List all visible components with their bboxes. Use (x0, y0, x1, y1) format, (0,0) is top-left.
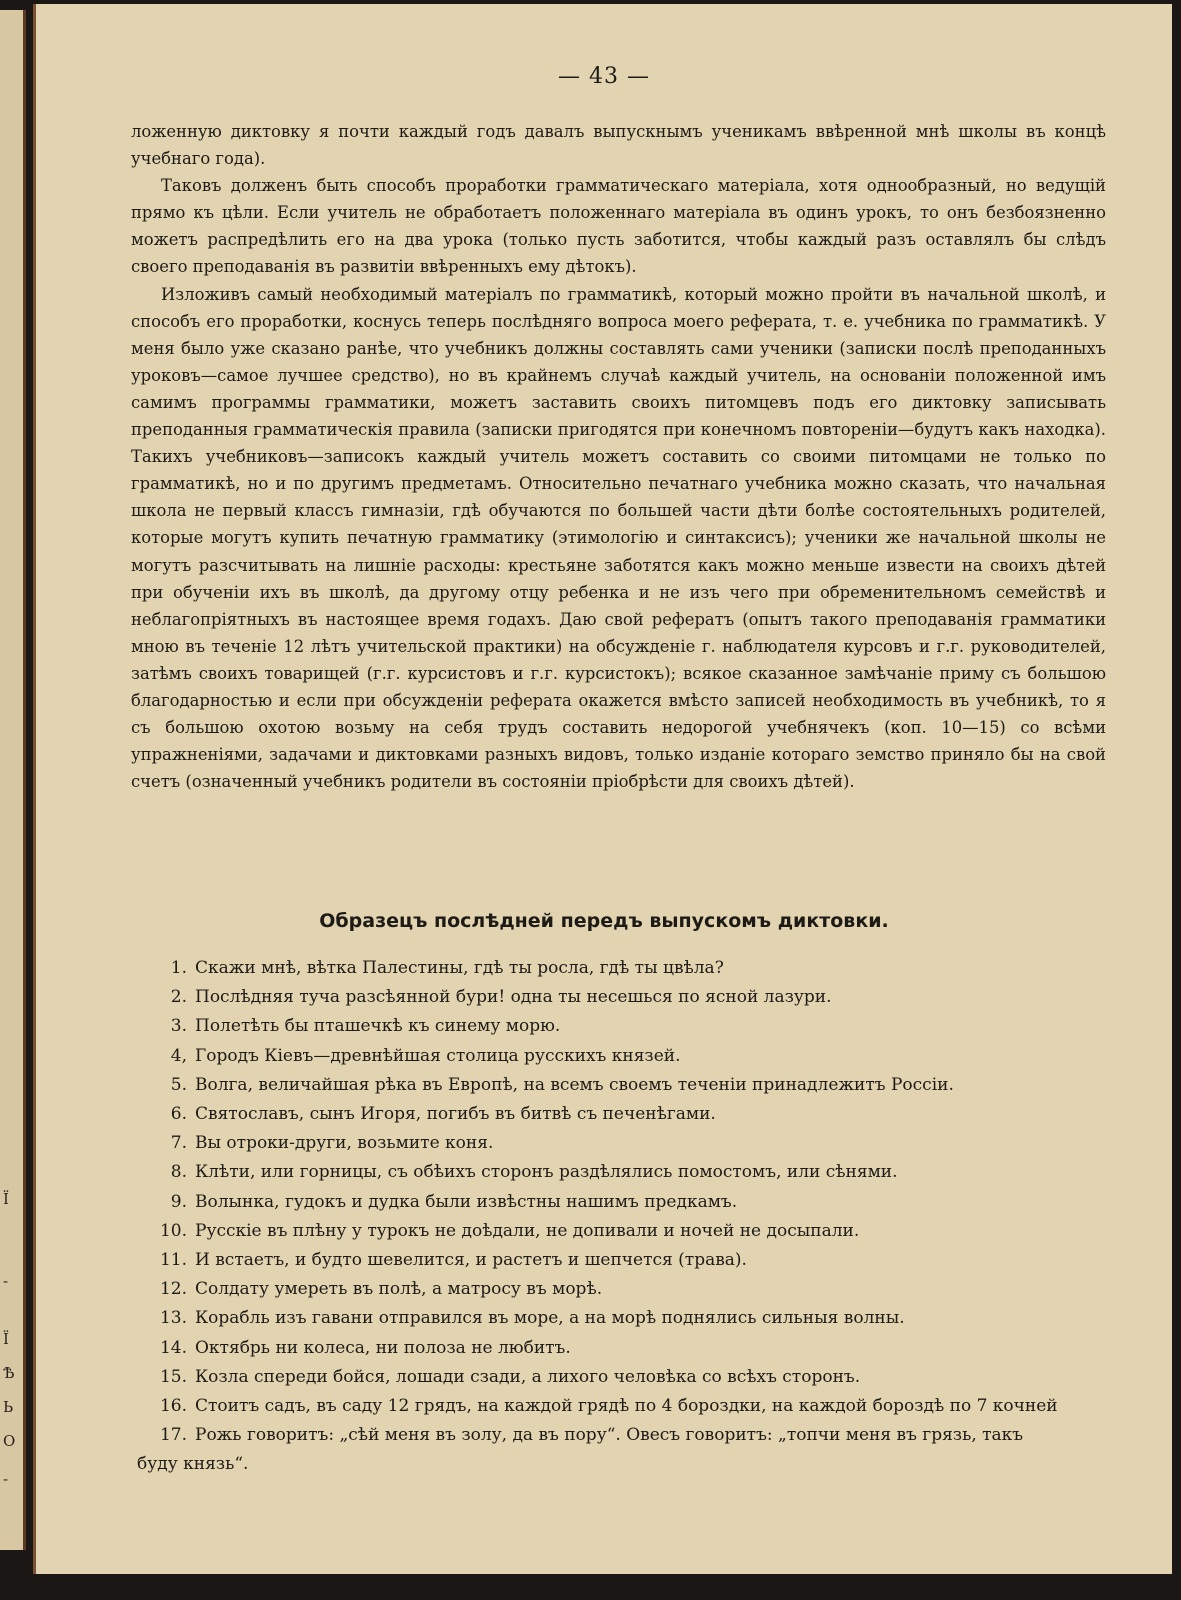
item-number: 14. (159, 1337, 187, 1358)
item-number: 7. (170, 1133, 187, 1154)
item-number: 4, (170, 1045, 187, 1066)
item-number: 12. (159, 1279, 187, 1300)
margin-mark: Ї (3, 1190, 9, 1208)
list-item (131, 1012, 1106, 1041)
margin-mark: ‐ (3, 1470, 9, 1488)
item-text-line: Рожь говоритъ: „сѣй меня въ золу, да въ пору“. Овесъ говоритъ: „топчи меня въ грязь, такъ (195, 1425, 1024, 1446)
paragraph: ложенную диктовку я почти каждый годъ давалъ выпускнымъ ученикамъ ввѣренной мнѣ школы въ концѣ учебнаго года). (131, 122, 1106, 169)
item-text: Русскіе въ плѣну у турокъ не доѣдали, не допивали и ночей не досыпали. (195, 1220, 860, 1241)
item-text: Волга, величайшая рѣка въ Европѣ, на всемъ своемъ теченіи принадлежитъ Россіи. (195, 1074, 954, 1095)
list-item (131, 1042, 1106, 1071)
paragraph: Таковъ долженъ быть способъ проработки грамматическаго матеріала, хотя однообразный, но ведущій прямо къ цѣли. Если учитель не обработаетъ положеннаго матеріала въ одинъ урокъ, то онъ безбоязненно можетъ распредѣлить его на два урока (только пусть заботится, чтобы каждый разъ оставлялъ бы слѣдъ своего преподаванія въ развитіи ввѣренныхъ ему дѣтокъ). (131, 176, 1106, 277)
item-text: Корабль изъ гавани отправился въ море, а на морѣ поднялись сильныя волны. (195, 1308, 905, 1329)
item-text: Скажи мнѣ, вѣтка Палестины, гдѣ ты росла, гдѣ ты цвѣла? (195, 958, 724, 978)
paragraph: Изложивъ самый необходимый матеріалъ по грамматикѣ, который можно пройти въ начальной школѣ, и способъ его проработки, коснусь теперь послѣдняго вопроса моего реферата, т. е. учебника по грамматикѣ. У меня было уже сказано ранѣе, что учебникъ должны составлять сами ученики (записки послѣ преподанныхъ уроковъ—самое лучшее средство), но въ крайнемъ случаѣ каждый учитель, на основаніи положенной имъ самимъ программы грамматики, можетъ заставить своихъ питомцевъ подъ его диктовку записывать преподанныя грамматическія правила (записки пригодятся при конечномъ повтореніи—будутъ какъ находка). Такихъ учебниковъ—записокъ каждый учитель можетъ составить со своими питомцами не только по грамматикѣ, но и по другимъ предметамъ. Относительно печатнаго учебника можно сказать, что начальная школа не первый классъ гимназіи, гдѣ обучаются по большей части дѣти болѣе состоятельныхъ родителей, которые могутъ купить печатную грамматику (этимологію и синтаксисъ); ученики же начальной школы не могутъ разсчитывать на лишніе расходы: крестьяне заботятся какъ можно меньше извести на своихъ дѣтей при обученіи ихъ въ школѣ, да другому отцу ребенка и не изъ чего при обременительномъ семействѣ и неблагопріятныхъ въ настоящее время годахъ. Даю свой рефератъ (опытъ такого преподаванія грамматики мною въ теченіе 12 лѣтъ учительской практики) на обсужденіе г. наблюдателя курсовъ и г.г. руководителей, затѣмъ своихъ товарищей (г.г. курсистовъ и г.г. курсистокъ); всякое сказанное замѣчаніе приму съ большою благодарностью и если при обсужденіи реферата окажется вмѣсто записей необходимость въ учебникѣ, то я съ большою охотою возьму на себя трудъ составить недорогой учебнячекъ (коп. 10—15) со всѣми упражненіями, задачами и диктовками разныхъ видовъ, только изданіе котораго земство приняло бы на свой счетъ (означенный учебникъ родители въ состояніи пріобрѣсти для своихъ дѣтей). (131, 284, 1106, 792)
page-number: — 43 — (558, 64, 650, 89)
list-item (131, 1304, 1106, 1333)
item-number: 10. (159, 1220, 187, 1241)
item-text: Волынка, гудокъ и дудка были извѣстны нашимъ предкамъ. (195, 1191, 738, 1212)
item-text: Святославъ, сынъ Игоря, погибъ въ битвѣ съ печенѣгами. (195, 1104, 716, 1125)
dictation-list (131, 954, 1106, 1480)
item-text: Послѣдняя туча разсѣянной бури! одна ты несешься по ясной лазури. (195, 987, 832, 1008)
item-number: 15. (159, 1366, 187, 1387)
item-text: Стоитъ садъ, въ саду 12 грядъ, на каждой грядѣ по 4 бороздки, на каждой бороздѣ по 7 кочней (195, 1396, 1058, 1417)
item-number: 6. (170, 1104, 187, 1125)
item-text: Полетѣть бы пташечкѣ къ синему морю. (195, 1016, 561, 1037)
document-page (33, 4, 1172, 1574)
list-item (131, 1246, 1106, 1275)
item-number: 8. (170, 1162, 187, 1183)
item-text: Козла спереди бойся, лошади сзади, а лихого человѣка со всѣхъ сторонъ. (195, 1366, 861, 1387)
section-title: Образецъ послѣдней передъ выпускомъ диктовки. (319, 910, 889, 932)
item-text: Солдату умереть въ полѣ, а матросу въ морѣ. (195, 1279, 603, 1300)
item-text: И встаетъ, и будто шевелится, и растетъ и шепчется (трава). (195, 1250, 747, 1271)
margin-mark: Ь (3, 1398, 14, 1416)
list-item (131, 1217, 1106, 1246)
margin-mark: О (3, 1432, 16, 1450)
list-item (131, 1392, 1106, 1421)
list-item (131, 983, 1106, 1012)
item-text: Вы отроки-други, возьмите коня. (195, 1133, 494, 1154)
list-item (131, 1334, 1106, 1363)
item-text: Клѣти, или горницы, съ обѣихъ сторонъ раздѣлялись помостомъ, или сѣнями. (195, 1162, 898, 1183)
item-number: 13. (159, 1308, 187, 1329)
list-item (131, 1188, 1106, 1217)
item-number: 9. (170, 1191, 187, 1212)
list-item (131, 954, 1106, 983)
list-item (131, 1071, 1106, 1100)
list-item (131, 1129, 1106, 1158)
item-number: 11. (159, 1250, 187, 1271)
margin-mark: Ї (3, 1330, 9, 1348)
item-number: 3. (170, 1016, 187, 1037)
body-text (131, 118, 1106, 795)
margin-mark: Ѣ (3, 1364, 15, 1382)
item-number: 5. (170, 1074, 187, 1095)
list-item (131, 1100, 1106, 1129)
list-item (131, 1275, 1106, 1304)
list-item (131, 1158, 1106, 1187)
item-number: 17. (159, 1425, 187, 1446)
item-number: 2. (170, 987, 187, 1008)
item-number: 16. (159, 1396, 187, 1417)
item-text: Городъ Кіевъ—древнѣйшая столица русскихъ князей. (195, 1045, 681, 1066)
list-item (131, 1421, 1106, 1479)
item-number: 1. (170, 958, 187, 978)
item-text: Октябрь ни колеса, ни полоза не любитъ. (195, 1337, 571, 1358)
list-item (131, 1363, 1106, 1392)
previous-page-edge (0, 10, 26, 1550)
item-text-continuation: буду князь“. (137, 1454, 249, 1475)
margin-mark: ‐ (3, 1272, 9, 1290)
